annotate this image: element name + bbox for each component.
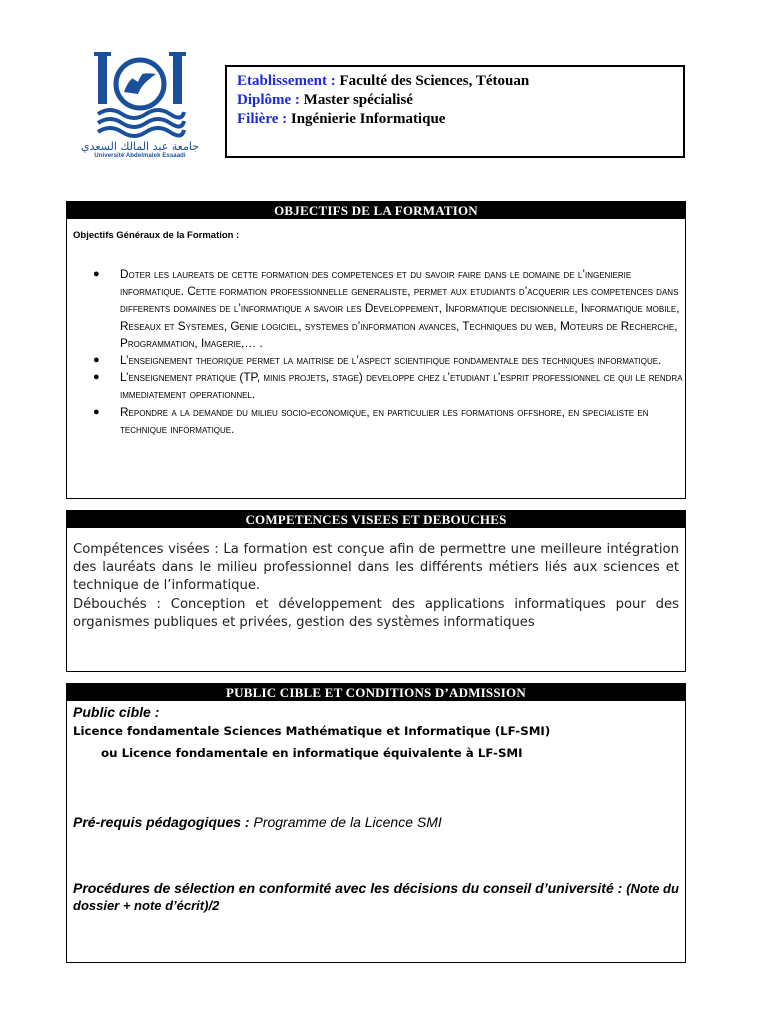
filiere-label: Filière :: [237, 111, 288, 127]
filiere-line: [237, 111, 445, 128]
competences-visees: Compétences visées : La formation est conçue afin de permettre une meilleure intégration des lauréats dans le milieu professionnel dans les différents métiers liés aux sciences et technique de l’informatique.: [73, 542, 679, 594]
public-cible-label: Public cible :: [73, 704, 160, 720]
procedures-value: (Note du dossier + note d’écrit)/2: [73, 881, 679, 913]
prerequis-label: Pré-requis pédagogiques :: [73, 814, 250, 830]
public-cible-line2: ou Licence fondamentale en informatique équivalente à LF-SMI: [101, 746, 523, 760]
debouches: Débouchés : Conception et développement des applications informatiques pour des organismes publiques et privées, gestion des systèmes informatiques: [73, 596, 679, 630]
diplome-line: [237, 92, 413, 109]
objectifs-list: [93, 266, 683, 438]
header-info-box: [225, 65, 685, 158]
objectifs-section: [66, 201, 686, 499]
etablissement-label: Etablissement :: [237, 73, 336, 89]
list-item: ● L’enseignement theorique permet la maitrise de l’aspect scientifique fondamentale des techniques informatique.: [93, 353, 662, 368]
objectifs-title: OBJECTIFS DE LA FORMATION: [67, 202, 685, 219]
prerequis-line: [73, 814, 442, 830]
public-title: PUBLIC CIBLE ET CONDITIONS D’ADMISSION: [67, 684, 685, 701]
prerequis-value: Programme de la Licence SMI: [253, 814, 442, 830]
filiere-value: Ingénierie Informatique: [290, 111, 446, 127]
list-item: ● Doter les laureats de cette formation des competences et du savoir faire dans le domaine de l’ingenierie informatique. Cette formation professionnelle generaliste, permet aux etudiants d’acquerir les competences dans differents domaines de l’informatique a savoir les Developpement, Informatique decisionnelle, Informatique mobile, Reseaux et Systemes, Genie logiciel, systemes d’information avances, Techniques du web, Moteurs de Recherche, Programmation, Imagerie,… .: [93, 267, 680, 350]
logo-latin-text: Université Abdelmalek Essaadi: [94, 153, 186, 159]
logo-arabic-text: جامعة عبد المالك السعدي: [80, 140, 200, 153]
objectifs-subtitle: Objectifs Généraux de la Formation :: [73, 230, 240, 241]
list-item: ● L’enseignement pratique (TP, minis projets, stage) developpe chez l’etudiant l’esprit professionnel ce qui le rendra immediatement operationnel.: [93, 370, 683, 402]
public-cible-line1: Licence fondamentale Sciences Mathématique et Informatique (LF-SMI): [73, 724, 551, 738]
public-section: [66, 683, 686, 963]
diplome-label: Diplôme :: [237, 92, 300, 108]
competences-section: [66, 510, 686, 672]
diplome-value: Master spécialisé: [303, 92, 413, 108]
etablissement-line: [237, 73, 529, 90]
etablissement-value: Faculté des Sciences, Tétouan: [339, 73, 530, 89]
competences-title: COMPETENCES VISEES ET DEBOUCHES: [67, 511, 685, 528]
competences-text: [73, 541, 679, 632]
procedures-line: [73, 880, 679, 914]
list-item: ● Repondre a la demande du milieu socio-economique, en particulier les formations offshore, en specialiste en technique informatique.: [93, 404, 649, 436]
procedures-label: Procédures de sélection en conformité avec les décisions du conseil d’université :: [73, 880, 623, 896]
